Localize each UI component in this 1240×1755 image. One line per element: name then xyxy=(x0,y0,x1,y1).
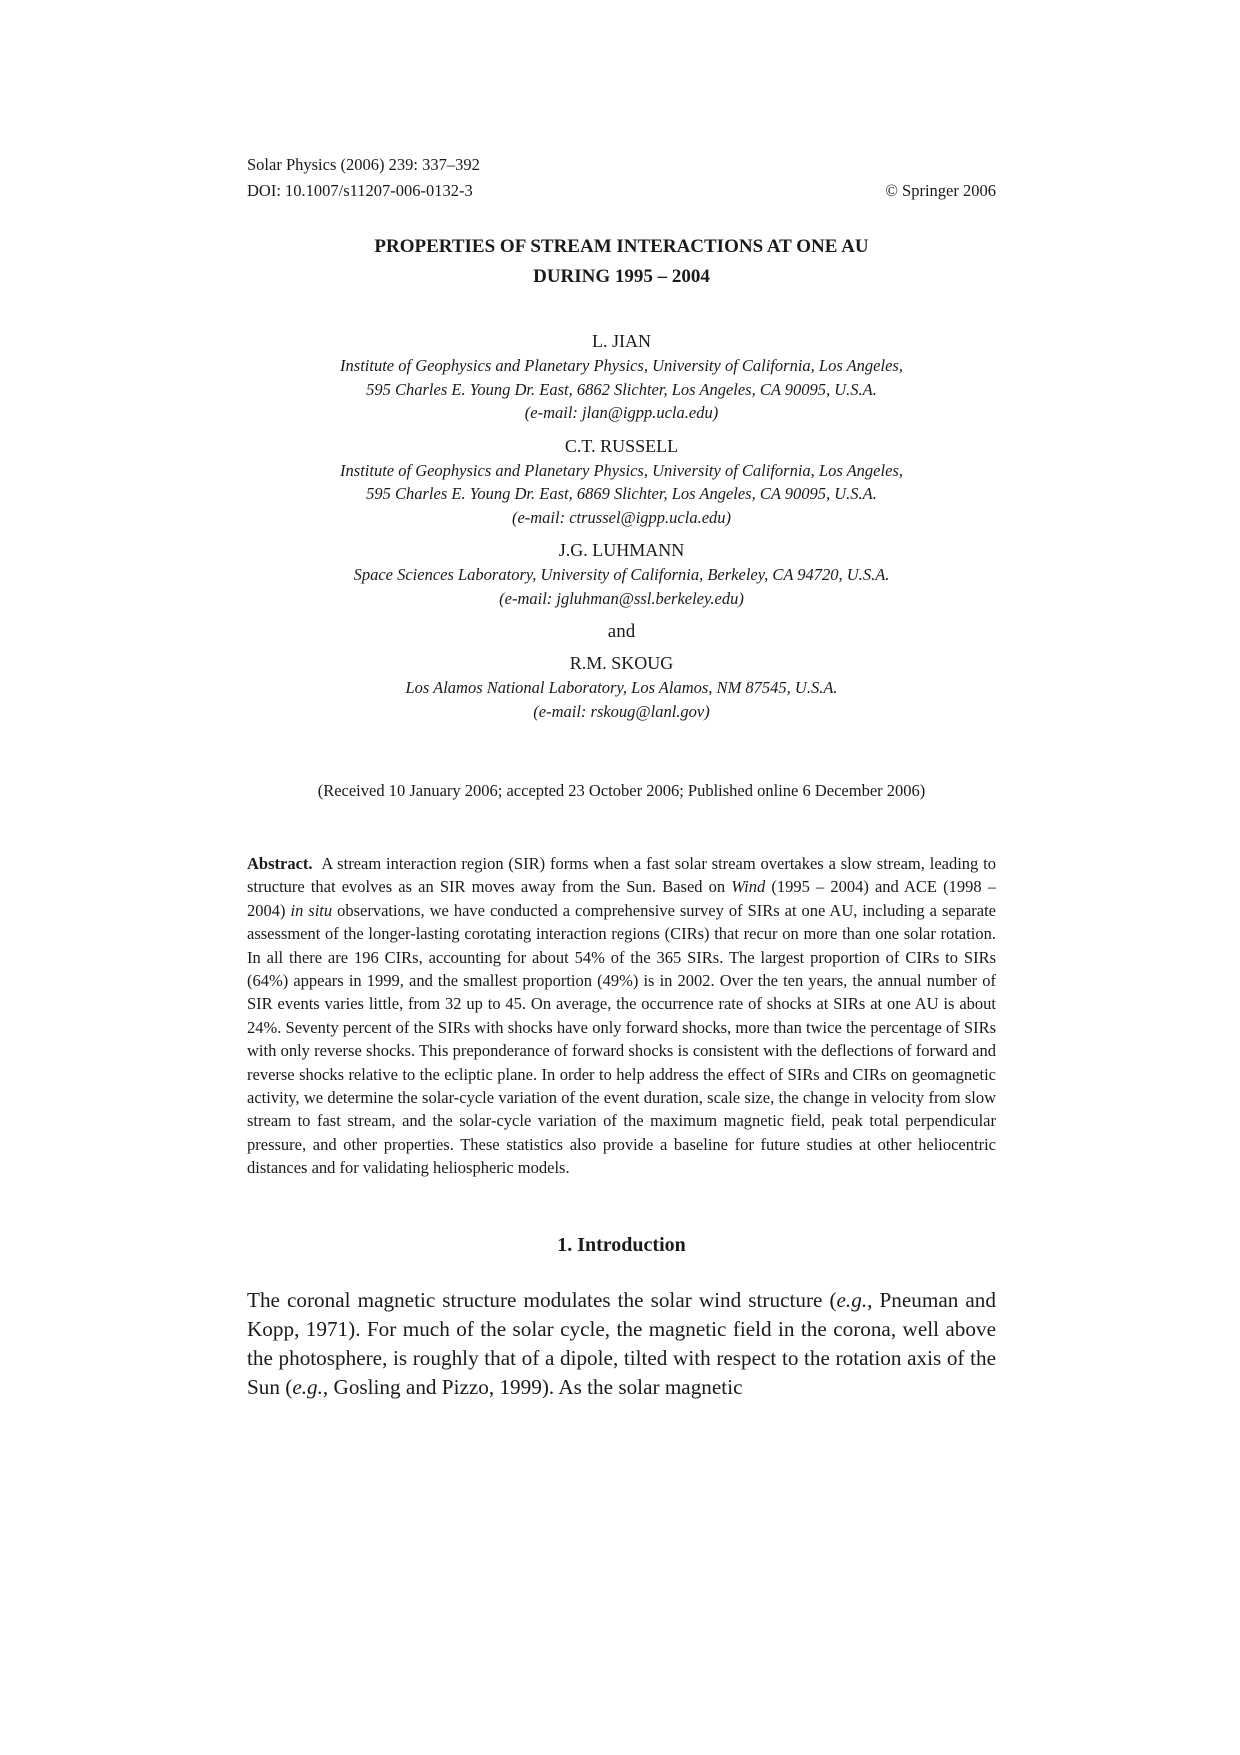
affiliation: Los Alamos National Laboratory, Los Alamos, NM 87545, U.S.A. xyxy=(405,678,838,697)
journal-header xyxy=(247,152,996,204)
author-email: (e-mail: rskoug@lanl.gov) xyxy=(533,701,710,721)
affiliation: Institute of Geophysics and Planetary Physics, University of California, Los Angeles, xyxy=(340,356,903,375)
author-email: (e-mail: ctrussel@igpp.ucla.edu) xyxy=(511,507,732,527)
author-name: J.G. LUHMANN xyxy=(558,540,685,560)
and-separator: and xyxy=(607,621,636,642)
author-block xyxy=(247,650,996,723)
affiliation: 595 Charles E. Young Dr. East, 6869 Slichter, Los Angeles, CA 90095, U.S.A. xyxy=(366,484,877,503)
section-heading: 1. Introduction xyxy=(557,1234,686,1256)
journal-citation: Solar Physics (2006) 239: 337–392 xyxy=(247,155,480,174)
paper-title: PROPERTIES OF STREAM INTERACTIONS AT ONE AU DURING 1995 – 2004 xyxy=(374,236,869,287)
copyright: © Springer 2006 xyxy=(885,181,996,200)
author-name: C.T. RUSSELL xyxy=(564,435,679,456)
affiliation: Space Sciences Laboratory, University of California, Berkeley, CA 94720, U.S.A. xyxy=(353,565,890,584)
body-paragraph: The coronal magnetic structure modulates the solar wind structure (e.g., Pneuman and Kopp, 1971). For much of the solar cycle, the magnetic field in the corona, well above the photosphere, is roughly that of a dipole, tilted with respect to the rotation axis of the Sun (e.g., Gosling and Pizzo, 1999). As the solar magnetic xyxy=(247,1288,996,1399)
author-block xyxy=(247,537,996,610)
received-dates: (Received 10 January 2006; accepted 23 October 2006; Published online 6 December 2006) xyxy=(317,781,926,800)
author-name: L. JIAN xyxy=(592,331,651,351)
author-name: R.M. SKOUG xyxy=(569,653,674,673)
author-email: (e-mail: jlan@igpp.ucla.edu) xyxy=(524,403,719,422)
author-email: (e-mail: jgluhman@ssl.berkeley.edu) xyxy=(499,588,744,608)
doi: DOI: 10.1007/s11207-006-0132-3 xyxy=(247,181,473,200)
affiliation: Institute of Geophysics and Planetary Physics, University of California, Los Angeles, xyxy=(340,460,903,480)
affiliation: 595 Charles E. Young Dr. East, 6862 Slichter, Los Angeles, CA 90095, U.S.A. xyxy=(366,379,877,399)
abstract: Abstract. A stream interaction region (SIR) forms when a fast solar stream overtakes a slow stream, leading to structure that evolves as an SIR moves away from the Sun. Based on Wind (1995 – 2004) and ACE (1998 – 2004) in situ observations, we have conducted a comprehensive survey of SIRs at one AU, including a separate assessment of the longer-lasting corotating interaction regions (CIRs) that recur on more than one solar rotation. In all there are 196 CIRs, accounting for about 54% of the 365 SIRs. The largest proportion of CIRs to SIRs (64%) appears in 1999, and the smallest proportion (49%) is in 2002. Over the ten years, the annual number of SIR events varies little, from 32 up to 45. On average, the occurrence rate of shocks at SIRs at one AU is about 24%. Seventy percent of the SIRs with shocks have only forward shocks, more than twice the percentage of SIRs with only reverse shocks. This preponderance of forward shocks is consistent with the deflections of forward and reverse shocks relative to the ecliptic plane. In order to help address the effect of SIRs and CIRs on geomagnetic activity, we determine the solar-cycle variation of the event duration, scale size, the change in velocity from slow stream to fast stream, and the solar-cycle variation of the maximum magnetic field, peak total perpendicular pressure, and other properties. These statistics also provide a baseline for future studies at other heliocentric distances and for validating heliospheric models. xyxy=(247,854,996,1178)
author-block xyxy=(247,328,996,425)
abstract-label: Abstract. xyxy=(247,854,313,873)
author-list xyxy=(247,328,996,731)
author-block xyxy=(247,433,996,530)
